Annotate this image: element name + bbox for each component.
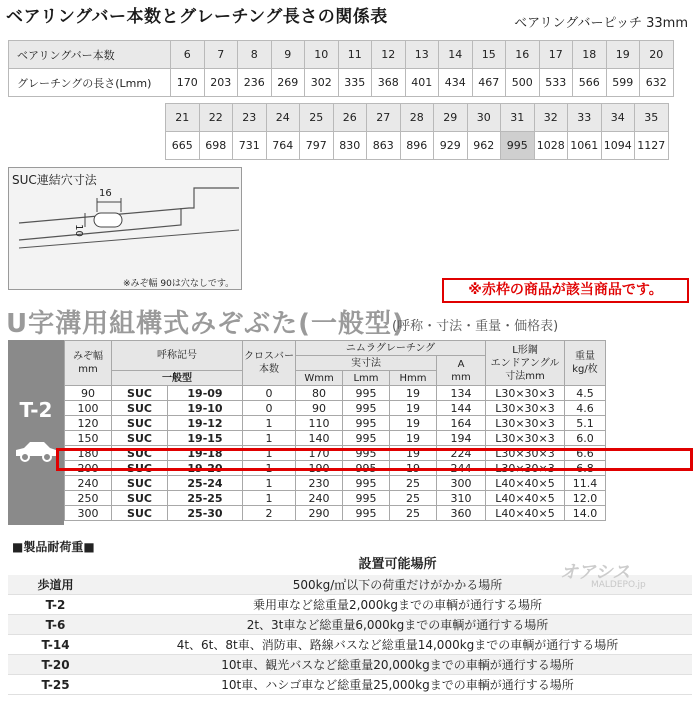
grating-length: 1061 — [568, 132, 602, 160]
load-heading: ■製品耐荷重■ — [12, 540, 95, 554]
grating-length: 830 — [333, 132, 367, 160]
bar-count: 35 — [635, 104, 669, 132]
cell-l: 995 — [343, 416, 390, 431]
cell-end-angle: L40×40×5 — [486, 491, 565, 506]
suc-note: ※みぞ幅 90は穴なしです。 — [123, 279, 235, 289]
col-code: 呼称記号 — [112, 341, 243, 371]
load-row — [8, 615, 692, 635]
grating-length: 665 — [166, 132, 200, 160]
notice-box: ※赤枠の商品が該当商品です。 — [442, 278, 689, 303]
cell-weight: 14.0 — [565, 506, 606, 521]
cell-cross: 1 — [243, 476, 296, 491]
cell-w: 140 — [296, 431, 343, 446]
cell-code-prefix: SUC — [112, 431, 168, 446]
cell-code: 19-12 — [168, 416, 243, 431]
cell-a: 224 — [437, 446, 486, 461]
grating-length: 467 — [472, 69, 506, 97]
bar-count: 20 — [640, 41, 674, 69]
cell-code-prefix: SUC — [112, 506, 168, 521]
pitch-table-1 — [8, 40, 674, 97]
grating-length: 401 — [405, 69, 439, 97]
bar-count: 31 — [501, 104, 535, 132]
cell-code-prefix: SUC — [112, 491, 168, 506]
cell-a: 310 — [437, 491, 486, 506]
cell-cross: 2 — [243, 506, 296, 521]
grating-length: 632 — [640, 69, 674, 97]
col-actual: 実寸法 — [296, 356, 437, 371]
cell-w: 230 — [296, 476, 343, 491]
grating-length: 863 — [367, 132, 401, 160]
bar-count: 17 — [539, 41, 573, 69]
table-row — [65, 386, 606, 401]
load-class: 歩道用 — [8, 575, 103, 595]
table-row — [65, 506, 606, 521]
grating-length: 434 — [439, 69, 473, 97]
cell-code: 25-24 — [168, 476, 243, 491]
cell-l: 995 — [343, 386, 390, 401]
cell-code-prefix: SUC — [112, 476, 168, 491]
cell-h: 25 — [390, 506, 437, 521]
cell-weight: 11.4 — [565, 476, 606, 491]
cell-h: 19 — [390, 416, 437, 431]
cell-l: 995 — [343, 491, 390, 506]
cell-a: 244 — [437, 461, 486, 476]
bar-count: 9 — [271, 41, 305, 69]
bar-count: 28 — [400, 104, 434, 132]
table-row — [65, 491, 606, 506]
cell-h: 19 — [390, 461, 437, 476]
cell-code: 19-15 — [168, 431, 243, 446]
row-label-length: グレーチングの長さ(Lmm) — [9, 69, 171, 97]
cell-cross: 0 — [243, 386, 296, 401]
load-class: T-20 — [8, 655, 103, 675]
bar-count: 29 — [434, 104, 468, 132]
cell-h: 25 — [390, 491, 437, 506]
cell-a: 144 — [437, 401, 486, 416]
load-class: T-6 — [8, 615, 103, 635]
col-w: Wmm — [296, 371, 343, 386]
grating-length: 500 — [506, 69, 540, 97]
table-row — [65, 476, 606, 491]
cell-a: 164 — [437, 416, 486, 431]
cell-l: 995 — [343, 506, 390, 521]
main-title: U字溝用組構式みぞぶた(一般型) — [6, 309, 405, 339]
bar-count: 7 — [204, 41, 238, 69]
cell-w: 110 — [296, 416, 343, 431]
bar-count: 19 — [606, 41, 640, 69]
cell-w: 240 — [296, 491, 343, 506]
cell-weight: 12.0 — [565, 491, 606, 506]
cell-cross: 1 — [243, 431, 296, 446]
cell-weight: 4.6 — [565, 401, 606, 416]
cell-width: 150 — [65, 431, 112, 446]
band-label: T-2 — [19, 398, 53, 422]
grating-length: 269 — [271, 69, 305, 97]
load-class: T-25 — [8, 675, 103, 695]
cell-code-prefix: SUC — [112, 401, 168, 416]
grating-length: 302 — [305, 69, 339, 97]
cell-cross: 1 — [243, 416, 296, 431]
col-nimura: ニムラグレーチング — [296, 341, 486, 356]
bar-count: 30 — [467, 104, 501, 132]
product-table — [64, 340, 606, 521]
cell-l: 995 — [343, 446, 390, 461]
grating-length: 929 — [434, 132, 468, 160]
pitch-table-2 — [165, 103, 669, 160]
cell-w: 90 — [296, 401, 343, 416]
cell-weight: 6.0 — [565, 431, 606, 446]
bar-count: 16 — [506, 41, 540, 69]
cell-code-prefix: SUC — [112, 446, 168, 461]
bar-count: 12 — [372, 41, 406, 69]
grating-length: 236 — [238, 69, 272, 97]
col-lsteel: L形鋼 — [512, 344, 538, 356]
load-place: 乗用車など総重量2,000kgまでの車輌が通行する場所 — [103, 595, 692, 615]
grating-length: 962 — [467, 132, 501, 160]
logo-sub: MALDEPO.jp — [591, 580, 646, 590]
bar-count: 14 — [439, 41, 473, 69]
cell-weight: 5.1 — [565, 416, 606, 431]
cell-a: 360 — [437, 506, 486, 521]
grating-length: 731 — [233, 132, 267, 160]
cell-width: 250 — [65, 491, 112, 506]
cell-width: 90 — [65, 386, 112, 401]
load-col-header: 設置可能場所 — [358, 556, 437, 572]
load-row — [8, 655, 692, 675]
highlight-frame — [56, 448, 693, 471]
bar-count: 25 — [300, 104, 334, 132]
dim-16: 16 — [99, 188, 112, 199]
load-class: T-14 — [8, 635, 103, 655]
bar-count: 34 — [601, 104, 635, 132]
cell-l: 995 — [343, 461, 390, 476]
bar-count: 10 — [305, 41, 339, 69]
cell-width: 100 — [65, 401, 112, 416]
cell-width: 240 — [65, 476, 112, 491]
main-subtitle: (呼称・寸法・重量・価格表) — [392, 319, 559, 334]
grating-length: 995 — [501, 132, 535, 160]
cell-w: 190 — [296, 461, 343, 476]
cell-width: 200 — [65, 461, 112, 476]
cell-code: 25-30 — [168, 506, 243, 521]
col-cross: クロスバー 本数 — [243, 341, 296, 386]
cell-end-angle: L30×30×3 — [486, 446, 565, 461]
table-row — [65, 431, 606, 446]
cell-h: 19 — [390, 401, 437, 416]
cell-code: 25-25 — [168, 491, 243, 506]
cell-w: 170 — [296, 446, 343, 461]
col-l: Lmm — [343, 371, 390, 386]
cell-code-prefix: SUC — [112, 461, 168, 476]
bar-count: 8 — [238, 41, 272, 69]
car-icon — [12, 438, 58, 464]
cell-h: 19 — [390, 446, 437, 461]
cell-h: 25 — [390, 476, 437, 491]
bar-count: 26 — [333, 104, 367, 132]
cell-end-angle: L40×40×5 — [486, 506, 565, 521]
cell-a: 300 — [437, 476, 486, 491]
grating-length: 335 — [338, 69, 372, 97]
cell-cross: 1 — [243, 446, 296, 461]
cell-end-angle: L30×30×3 — [486, 461, 565, 476]
grating-length: 797 — [300, 132, 334, 160]
bar-count: 33 — [568, 104, 602, 132]
cell-l: 995 — [343, 476, 390, 491]
load-place: 10t車、ハシゴ車など総重量25,000kgまでの車輌が通行する場所 — [103, 675, 692, 695]
grating-length: 170 — [171, 69, 205, 97]
cell-code: 19-09 — [168, 386, 243, 401]
grating-length: 698 — [199, 132, 233, 160]
cell-h: 19 — [390, 431, 437, 446]
col-width: みぞ幅 mm — [65, 341, 112, 386]
bar-count: 27 — [367, 104, 401, 132]
cell-end-angle: L30×30×3 — [486, 416, 565, 431]
load-row — [8, 675, 692, 695]
cell-l: 995 — [343, 431, 390, 446]
bar-count: 24 — [266, 104, 300, 132]
cell-a: 194 — [437, 431, 486, 446]
cell-a: 134 — [437, 386, 486, 401]
cell-end-angle: L40×40×5 — [486, 476, 565, 491]
cell-end-angle: L30×30×3 — [486, 401, 565, 416]
cell-l: 995 — [343, 401, 390, 416]
load-place: 2t、3t車など総重量6,000kgまでの車輌が通行する場所 — [103, 615, 692, 635]
cell-code: 19-20 — [168, 461, 243, 476]
cell-weight: 4.5 — [565, 386, 606, 401]
cell-h: 19 — [390, 386, 437, 401]
grating-length: 764 — [266, 132, 300, 160]
bar-count: 11 — [338, 41, 372, 69]
load-class: T-2 — [8, 595, 103, 615]
load-row — [8, 635, 692, 655]
load-place: 500kg/㎡以下の荷重だけがかかる場所 — [103, 575, 692, 595]
grating-length: 533 — [539, 69, 573, 97]
bar-count: 6 — [171, 41, 205, 69]
bar-count: 32 — [534, 104, 568, 132]
grating-length: 1094 — [601, 132, 635, 160]
logo-text: オアシス — [560, 562, 631, 583]
grating-length: 203 — [204, 69, 238, 97]
cell-cross: 1 — [243, 461, 296, 476]
cell-code: 19-10 — [168, 401, 243, 416]
cell-code-prefix: SUC — [112, 416, 168, 431]
cell-w: 290 — [296, 506, 343, 521]
row-label-count: ベアリングバー本数 — [9, 41, 171, 69]
cell-cross: 0 — [243, 401, 296, 416]
bar-count: 15 — [472, 41, 506, 69]
col-weight: 重量 kg/枚 — [565, 341, 606, 386]
col-a: A mm — [437, 356, 486, 386]
pitch-label: ベアリングバーピッチ 33mm — [514, 16, 688, 31]
cell-width: 180 — [65, 446, 112, 461]
grating-length: 1127 — [635, 132, 669, 160]
bar-count: 21 — [166, 104, 200, 132]
grating-length: 1028 — [534, 132, 568, 160]
cell-code: 19-18 — [168, 446, 243, 461]
grating-length: 566 — [573, 69, 607, 97]
page-title: ベアリングバー本数とグレーチング長さの関係表 — [6, 7, 388, 27]
cell-w: 80 — [296, 386, 343, 401]
col-lsteel-group — [486, 341, 565, 386]
bar-count: 18 — [573, 41, 607, 69]
cell-code-prefix: SUC — [112, 386, 168, 401]
col-h: Hmm — [390, 371, 437, 386]
cell-end-angle: L30×30×3 — [486, 431, 565, 446]
bar-count: 22 — [199, 104, 233, 132]
cell-width: 120 — [65, 416, 112, 431]
load-place: 10t車、観光バスなど総重量20,000kgまでの車輌が通行する場所 — [103, 655, 692, 675]
grating-length: 896 — [400, 132, 434, 160]
bar-count: 23 — [233, 104, 267, 132]
bar-count: 13 — [405, 41, 439, 69]
table-row — [65, 416, 606, 431]
grating-length: 368 — [372, 69, 406, 97]
load-row — [8, 595, 692, 615]
cell-weight: 6.6 — [565, 446, 606, 461]
suc-title: SUC連結穴寸法 — [12, 173, 97, 187]
cell-width: 300 — [65, 506, 112, 521]
cell-end-angle: L30×30×3 — [486, 386, 565, 401]
load-class-band — [8, 340, 64, 525]
load-place: 4t、6t、8t車、消防車、路線バスなど総重量14,000kgまでの車輌が通行する場所 — [103, 635, 692, 655]
table-row — [65, 401, 606, 416]
cell-cross: 1 — [243, 491, 296, 506]
dim-10: 10 — [72, 224, 84, 237]
col-end: エンドアングル 寸法mm — [490, 357, 560, 382]
col-code-sub: 一般型 — [112, 371, 243, 386]
grating-length: 599 — [606, 69, 640, 97]
cell-weight: 6.8 — [565, 461, 606, 476]
